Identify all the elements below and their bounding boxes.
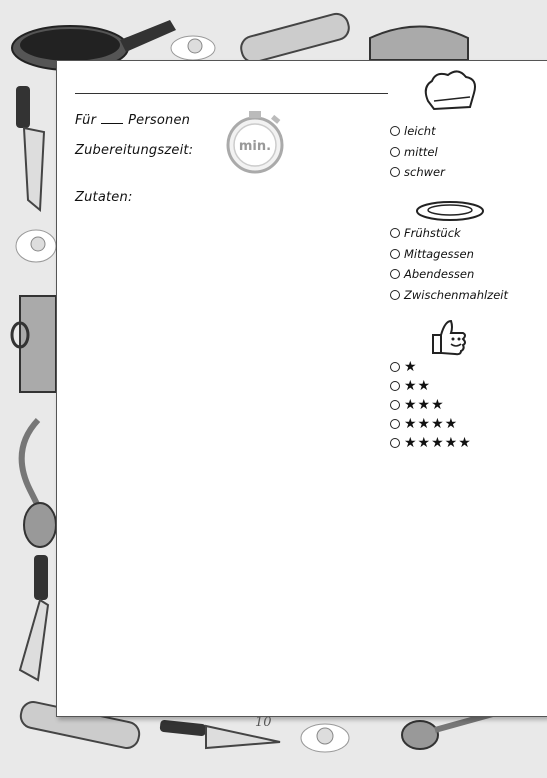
meal-label: Abendessen (404, 267, 475, 281)
rating-radio-3[interactable] (390, 400, 400, 410)
difficulty-label: leicht (404, 124, 436, 138)
ladle-icon-bottom (402, 712, 500, 749)
difficulty-radio-1[interactable] (390, 126, 400, 136)
knife-icon (16, 86, 44, 210)
difficulty-radio-2[interactable] (390, 147, 400, 157)
plate-icon (415, 200, 485, 222)
rating-radio-5[interactable] (390, 438, 400, 448)
rating-option-4[interactable] (390, 416, 458, 432)
rating-stars: ★★★★ (404, 416, 459, 432)
meal-option-3[interactable] (390, 267, 474, 281)
knife-icon-lower (20, 555, 48, 680)
difficulty-label: mittel (404, 145, 438, 159)
rating-stars: ★ (404, 359, 418, 375)
difficulty-label: schwer (404, 165, 445, 179)
timer-unit: min. (238, 139, 272, 154)
difficulty-option-3[interactable] (390, 165, 445, 179)
rating-option-3[interactable] (390, 397, 445, 413)
meal-option-4[interactable] (390, 288, 508, 302)
meal-option-2[interactable] (390, 247, 474, 261)
difficulty-option-2[interactable] (390, 145, 438, 159)
meal-label: Frühstück (404, 226, 461, 240)
difficulty-option-1[interactable] (390, 124, 436, 138)
meal-label: Zwischenmahlzeit (404, 288, 508, 302)
ladle-icon (22, 420, 56, 547)
meal-radio-2[interactable] (390, 249, 400, 259)
rating-radio-4[interactable] (390, 419, 400, 429)
meal-option-1[interactable] (390, 226, 461, 240)
persons-field (75, 113, 190, 128)
rating-stars: ★★★★★ (404, 435, 472, 451)
rating-option-1[interactable] (390, 359, 418, 375)
persons-prefix: Für (75, 113, 97, 128)
meal-label: Mittagessen (404, 247, 474, 261)
meal-radio-3[interactable] (390, 269, 400, 279)
chef-hat-icon (420, 67, 480, 113)
recipe-title-line[interactable] (75, 93, 388, 94)
stopwatch-icon (217, 105, 291, 175)
recipe-card (56, 60, 547, 717)
rolling-pin-icon (239, 11, 352, 65)
persons-blank[interactable] (101, 113, 123, 124)
cooking-pot-icon-left (12, 296, 56, 392)
rating-radio-1[interactable] (390, 362, 400, 372)
rating-radio-2[interactable] (390, 381, 400, 391)
page-number: 10 (255, 715, 272, 730)
meal-radio-4[interactable] (390, 290, 400, 300)
fried-egg-icon-bottom (301, 724, 349, 752)
rating-stars: ★★★ (404, 397, 445, 413)
thumbs-up-smiley-icon (429, 317, 469, 357)
cooking-pot-icon (370, 27, 468, 61)
rating-stars: ★★ (404, 378, 432, 394)
rating-option-2[interactable] (390, 378, 431, 394)
meal-radio-1[interactable] (390, 228, 400, 238)
rating-option-5[interactable] (390, 435, 472, 451)
fried-egg-icon (171, 36, 215, 60)
fried-egg-icon-left (16, 230, 56, 262)
prep-time-label: Zubereitungszeit: (75, 143, 194, 158)
difficulty-radio-3[interactable] (390, 167, 400, 177)
persons-suffix: Personen (128, 113, 191, 128)
ingredients-label: Zutaten: (75, 190, 133, 205)
